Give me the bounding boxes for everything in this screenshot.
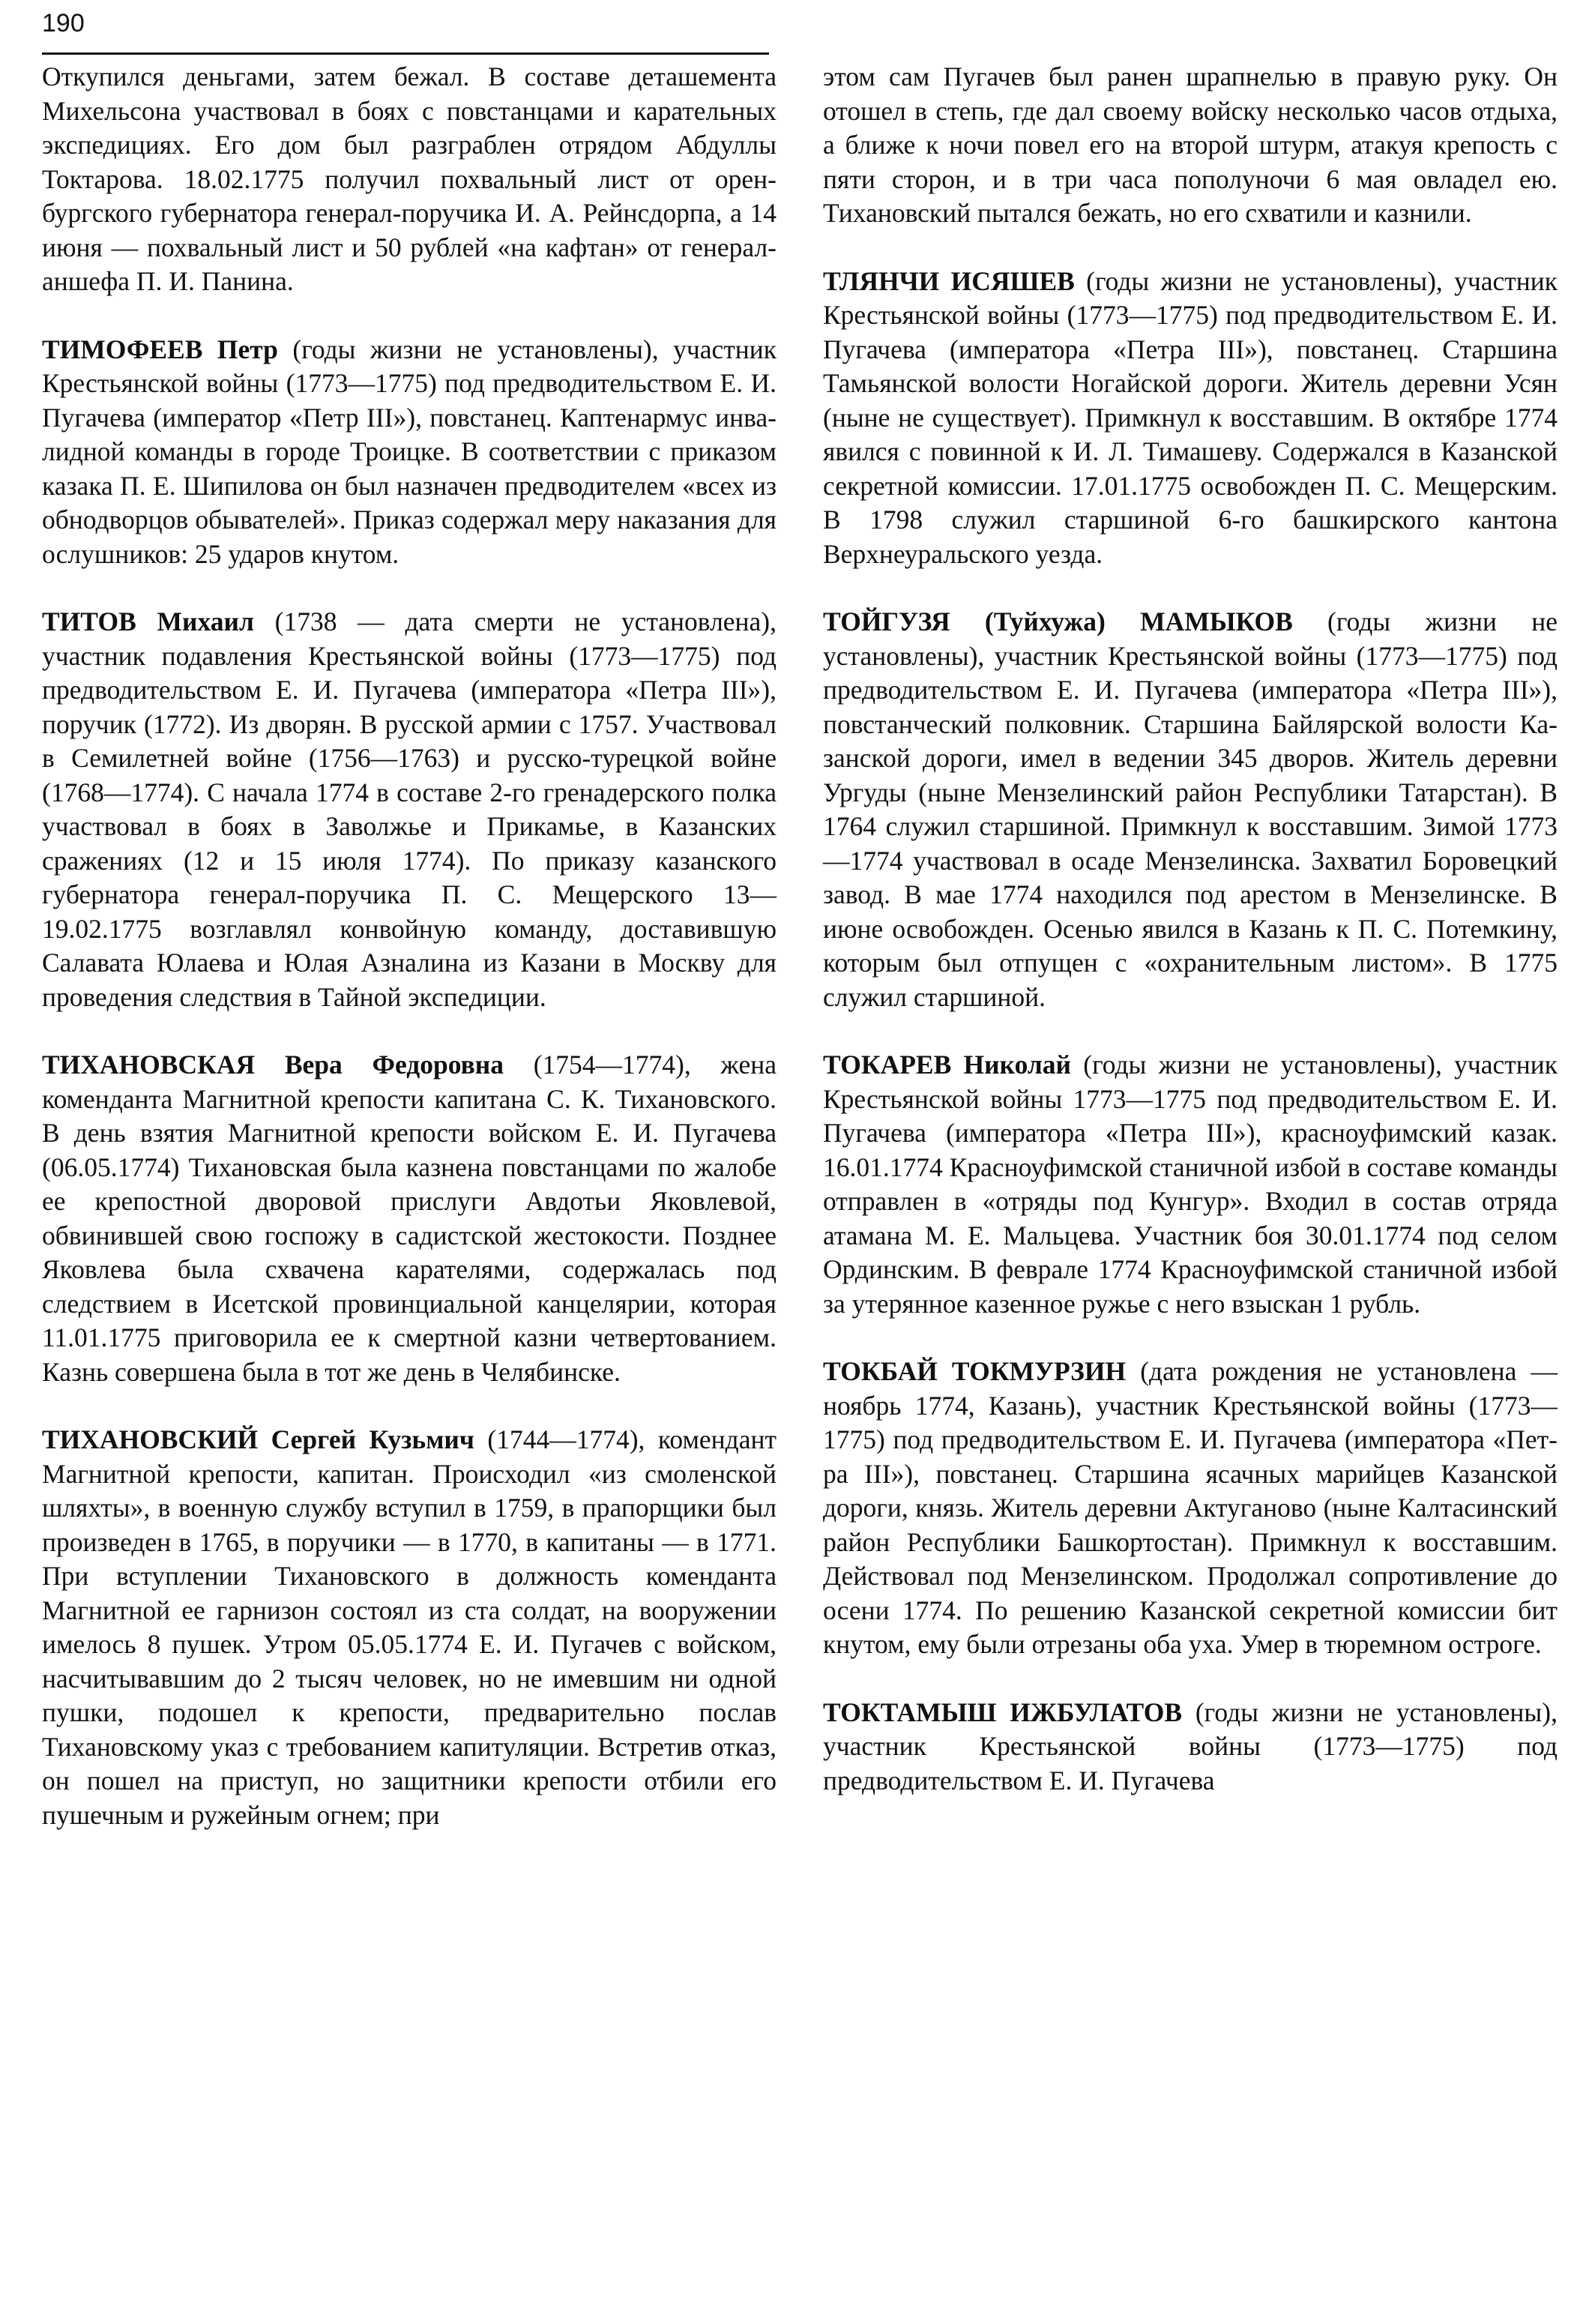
entry-text: (годы жизни не установлены), участник Крестьянской войны (1773—1775) под предводительством Е. И. Пугачева (императора «Петра III»), повстанческий полковник. Старшина Байлярской волости Казанской дороги, имел в ведении 345 дворов. Житель деревни Ургуды (ныне Мензелинский район Республики Татарстан). В 1764 служил старшиной. Примкнул к восставшим. Зимой 1773—1774 участвовал в осаде Мензелинска. Захватил Боровецкий завод. В мае 1774 находился под арестом в Мензелинске. В июне освобожден. Осенью явился в Казань к П. С. Потемкину, которым был отпущен с «охранительным листом». В 1775 служил старшиной. (823, 606, 1558, 1012)
entry-tokarev (823, 1048, 1558, 1321)
entry-name: ТЛЯНЧИ ИСЯШЕВ (823, 265, 1075, 296)
entry-timofeev (42, 333, 777, 572)
right-column (823, 60, 1558, 1831)
entry-text: этом сам Пугачев был ранен шрапнелью в правую руку. Он отошел в степь, где дал своему войску несколько часов отдыха, а ближе к ночи повел его на второй штурм, атакуя крепость с пяти сторон, и в три часа пополуночи 6 мая овладел ею. Тихановский пытался бежать, но его схватили и казнили. (823, 61, 1558, 228)
entry-toktamysh-izhbulatov (823, 1696, 1558, 1798)
entry-name: ТИХАНОВСКИЙ Сергей Кузьмич (42, 1424, 474, 1454)
entry-tikhanovskaya (42, 1048, 777, 1389)
left-column (42, 60, 777, 1866)
entry-text: (1744—1774), комендант Магнитной крепости, капитан. Происходил «из смоленской шляхты», в военную службу вступил в 1759, в прапорщики был произведен в 1765, в поручики — в 1770, в капитаны — в 1771. При вступлении Тихановского в должность коменданта Магнитной ее гарнизон состоял из ста солдат, на вооружении имелось 8 пушек. Утром 05.05.1774 Е. И. Пугачев с войском, насчитывавшим до 2 тысяч человек, но не имевшим ни одной пушки, подошел к крепости, предварительно послав Тихановскому указ с требованием капитуляции. Встретив отказ, он пошел на приступ, но защитники крепости отбили его пушечным и ружейным огнем; при (42, 1424, 777, 1830)
header-rule (42, 52, 769, 55)
entry-name: ТОЙГУЗЯ (Туйхужа) МАМЫКОВ (823, 606, 1293, 636)
entry-name: ТИХАНОВСКАЯ Вера Федоровна (42, 1050, 504, 1080)
entry-continuation (42, 60, 777, 299)
entry-name: ТИТОВ Михаил (42, 606, 254, 636)
entry-name: ТОКАРЕВ Николай (823, 1050, 1071, 1080)
entry-text: (1754—1774), жена коменданта Магнитной крепости капитана С. К. Тихановского. В день взятия Магнитной крепости войском Е. И. Пугачева (06.05.1774) Тихановская была казнена повстанцами по жалобе ее крепостной дворовой прислуги Авдотьи Яковлевой, обвинившей свою госпожу в садистской жестокости. Позднее Яковлева была схвачена карателями, содержалась под следствием в Исетской провинциальной канцелярии, которая 11.01.1775 приговорила ее к смертной казни четвертованием. Казнь совершена была в тот же день в Челябинске. (42, 1050, 777, 1387)
entry-text: Откупился деньгами, затем бежал. В составе деташемента Михельсона участвовал в боях с повстанцами и карательных экспедициях. Его дом был разграблен отрядом Абдуллы Токтарова. 18.02.1775 получил похвальный лист от оренбургского губернатора генерал-поручика И. А. Рейнсдорпа, а 14 июня — похвальный лист и 50 рублей «на кафтан» от генерал-аншефа П. И. Панина. (42, 61, 777, 296)
entry-name: ТОКТАМЫШ ИЖБУЛАТОВ (823, 1697, 1183, 1727)
entry-text: (годы жизни не установлены), участник Крестьянской войны (1773—1775) под предводительством Е. И. Пугачева (императора «Петра III»), повстанец. Старшина Тамьянской волости Ногайской дороги. Житель деревни Усян (ныне не существует). Примкнул к восставшим. В октябре 1774 явился с повинной к И. Л. Тимашеву. Содержался в Казанской секретной комиссии. 17.01.1775 освобожден П. С. Мещерским. В 1798 служил старшиной 6-го башкирского кантона Верхнеуральского уезда. (823, 265, 1558, 569)
entry-text: (годы жизни не установлены), участник Крестьянской войны (1773—1775) под предводительством Е. И. Пугачева (823, 1697, 1558, 1795)
entry-tlyanchi-isyashev (823, 265, 1558, 572)
entry-text: (годы жизни не установлены), участник Крестьянской войны (1773—1775) под предводительством Е. И. Пугачева (император «Петр III»), повстанец. Каптенармус инвалидной команды в городе Троицке. В соответствии с приказом казака П. Е. Шипилова он был назначен предводителем «всех из обнодворцов обывателей». Приказ содержал меру наказания для ослушников: 25 ударов кнутом. (42, 334, 777, 569)
entry-text: (дата рождения не установлена — ноябрь 1774, Казань), участник Крестьянской войны (1773—1775) под предводительством Е. И. Пугачева (императора «Петра III»), повстанец. Старшина ясачных марийцев Казанской дороги, князь. Житель деревни Актуганово (ныне Калтасинский район Республики Башкортостан). Примкнул к восставшим. Действовал под Мензелинском. Продолжал сопротивление до осени 1774. По решению Казанской секретной комиссии бит кнутом, ему были отрезаны оба уха. Умер в тюремном остроге. (823, 1356, 1558, 1659)
entry-tikhanovsky (42, 1423, 777, 1832)
entry-continuation (823, 60, 1558, 231)
entry-tokbay-tokmurzin (823, 1355, 1558, 1662)
entry-titov (42, 605, 777, 1014)
entry-text: (1738 — дата смерти не установлена), участник подавления Крестьянской войны (1773—1775) под предводительством Е. И. Пугачева (императора «Петра III»), поручик (1772). Из дворян. В русской армии с 1757. Участвовал в Семилетней войне (1756—1763) и русско-турецкой войне (1768—1774). С начала 1774 в составе 2-го гренадерского полка участвовал в боях в Заволжье и Прикамье, в Казанских сражениях (12 и 15 июля 1774). По приказу казанского губернатора генерал-поручика П. С. Мещерского 13—19.02.1775 возглавлял конвойную команду, доставившую Салавата Юлаева и Юлая Азналина из Казани в Москву для проведения следствия в Тайной экспедиции. (42, 606, 777, 1012)
entry-text: (годы жизни не установлены), участник Крестьянской войны 1773—1775 под предводительством Е. И. Пугачева (императора «Петра III»), красноуфимский казак. 16.01.1774 Красноуфимской станичной избой в составе команды отправлен в «отряды под Кунгур». Входил в состав отряда атамана М. Е. Мальцева. Участник боя 30.01.1774 под селом Ординским. В феврале 1774 Красноуфимской станичной избой за утерянное казенное ружье с него взыскан 1 рубль. (823, 1050, 1558, 1319)
entry-toyguzya-mamykov (823, 605, 1558, 1014)
entry-name: ТИМОФЕЕВ Петр (42, 334, 278, 364)
entry-name: ТОКБАЙ ТОКМУРЗИН (823, 1356, 1127, 1386)
page-number: 190 (42, 9, 85, 37)
